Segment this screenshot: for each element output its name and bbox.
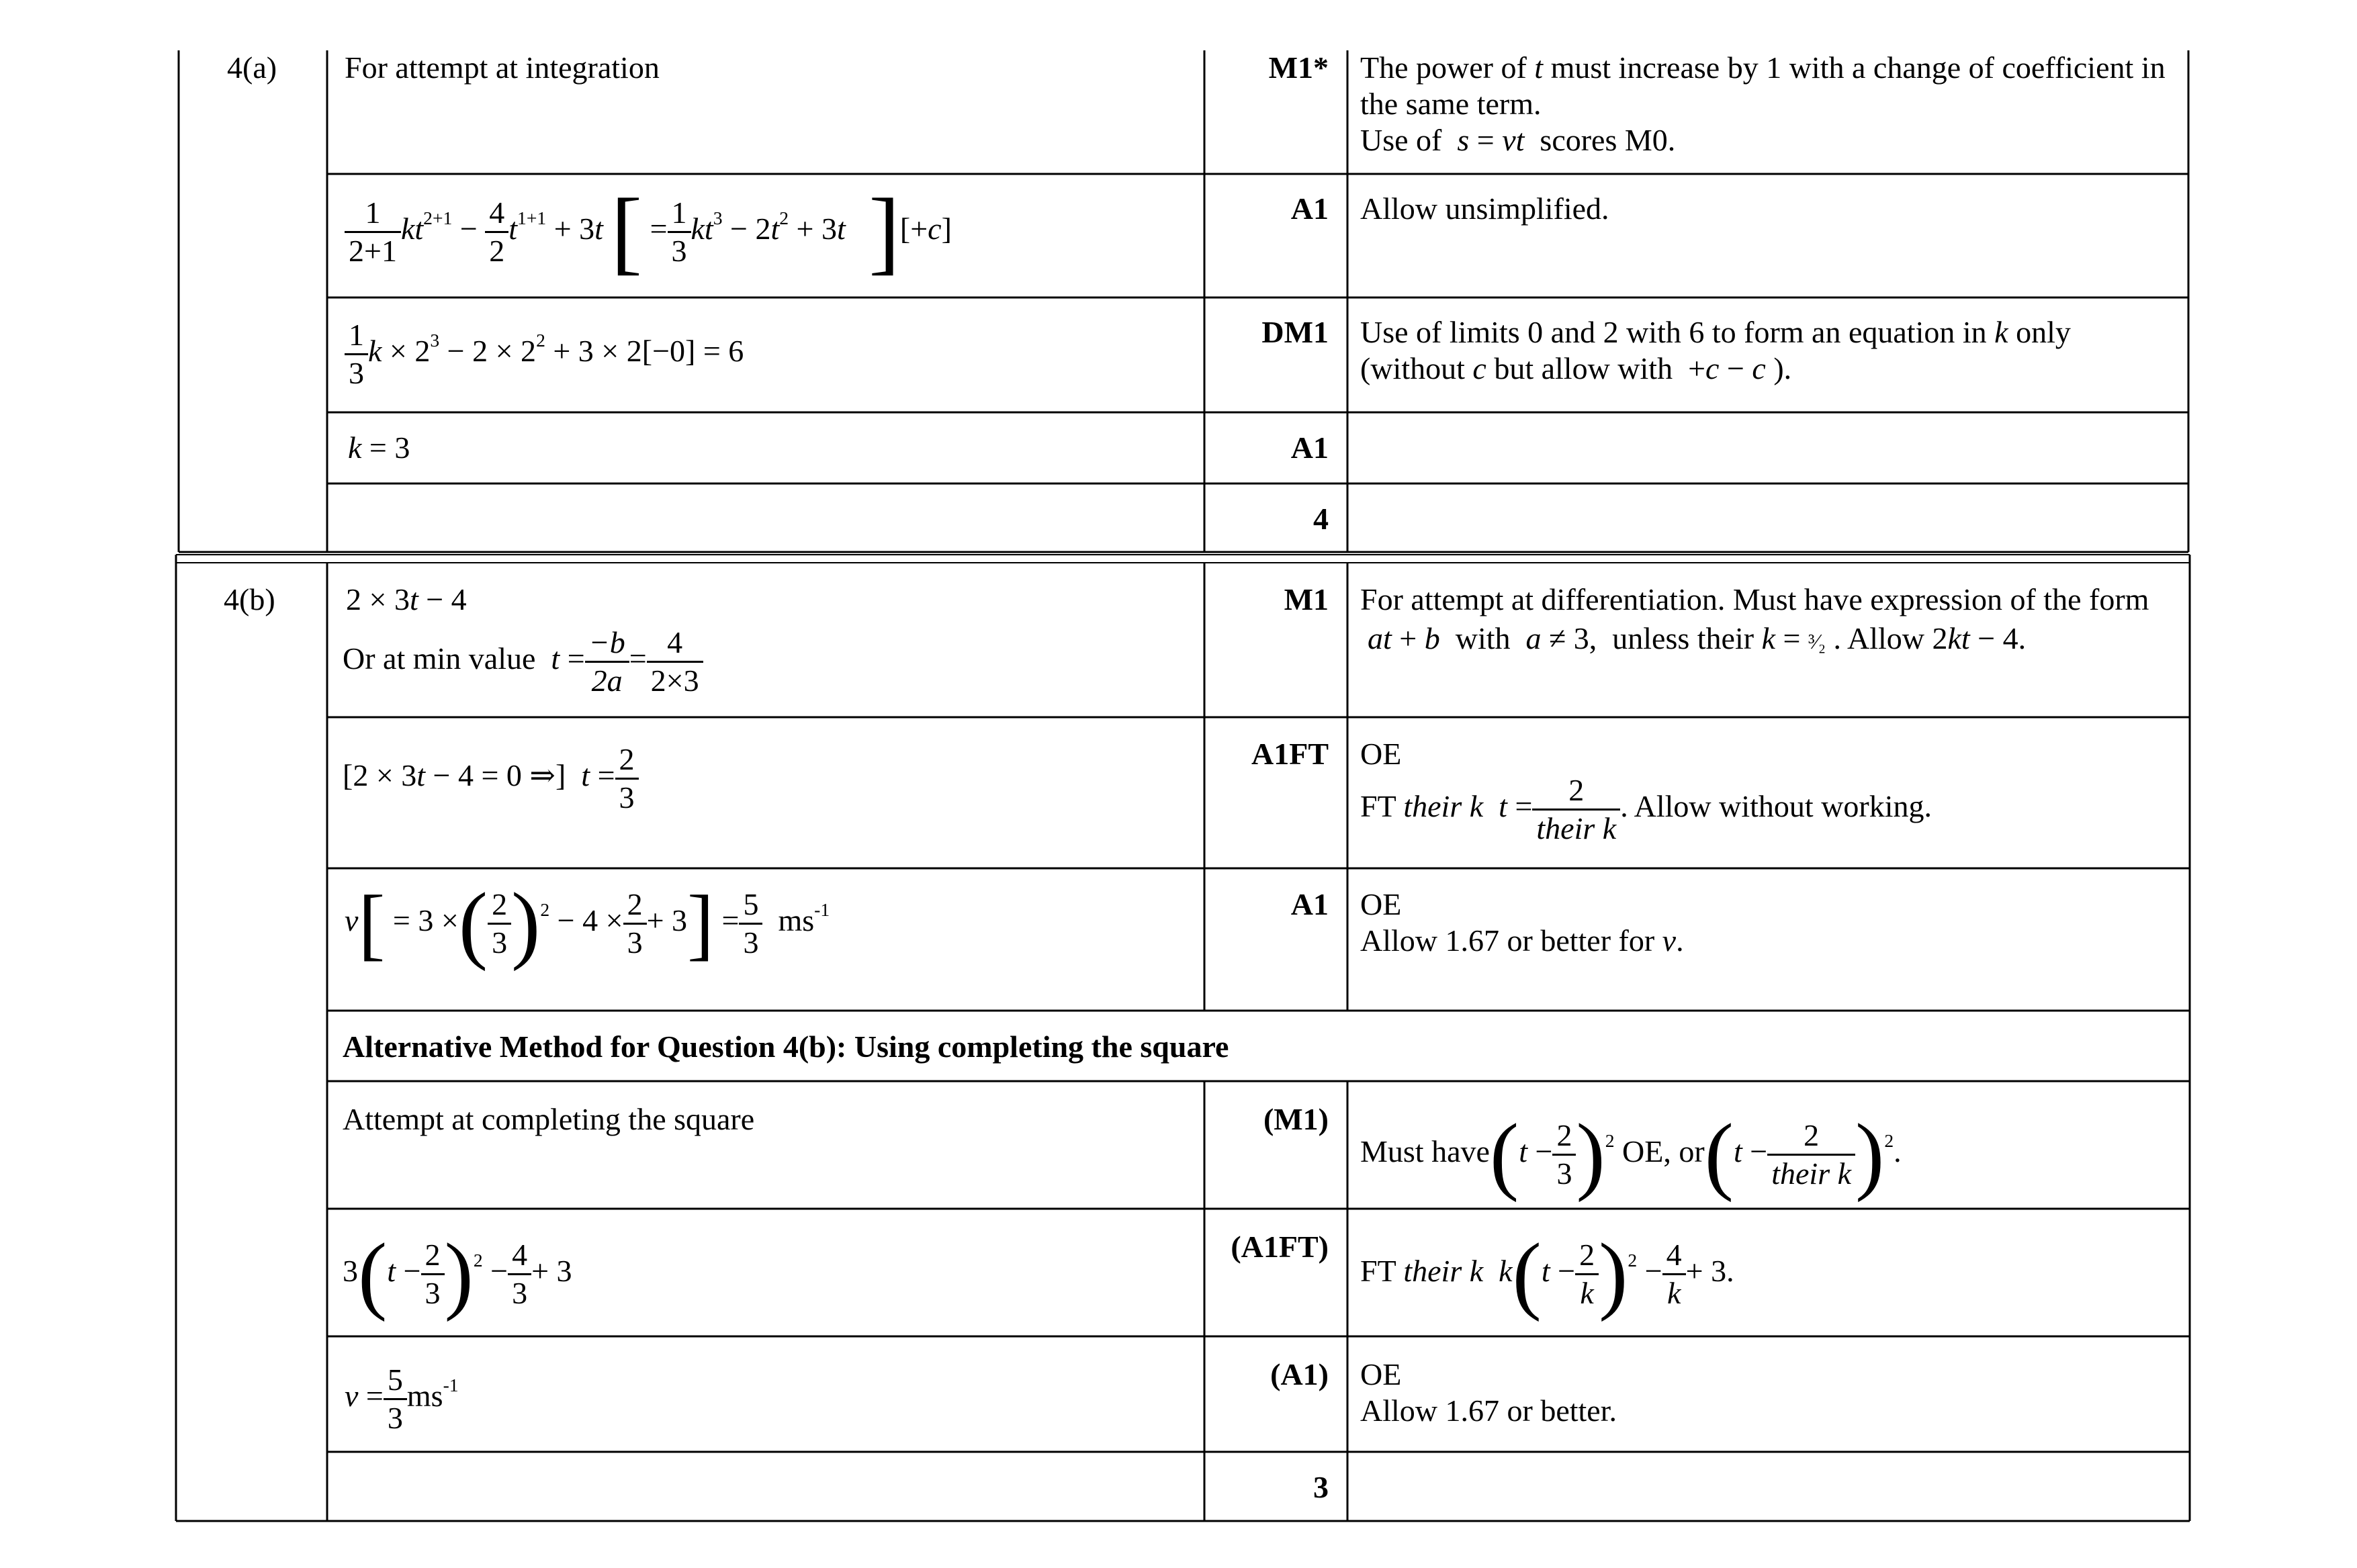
mark-cell: M1*: [1268, 50, 1329, 85]
mark-cell: A1: [1290, 430, 1329, 465]
answer-cell: For attempt at integration: [345, 50, 660, 85]
mark-cell: M1: [1284, 582, 1329, 616]
guidance-line: the same term.: [1360, 87, 1542, 121]
math-expression: [2 × 3t − 4 = 0 ⇒] t = $\frac{2}{3}$: [343, 741, 639, 816]
answer-cell: Attempt at completing the square: [343, 1102, 755, 1136]
fraction: $\frac{4}{2}$: [485, 195, 508, 269]
alternative-method-heading: Alternative Method for Question 4(b): Using completing the square: [343, 1029, 1229, 1064]
fraction: $\frac{2}{\text{their k}}$: [1767, 1117, 1855, 1192]
question-label: 4(a): [227, 50, 277, 85]
answer-line: 2 × 3t − 4: [346, 582, 467, 616]
guidance-cell: Allow unsimplified.: [1360, 191, 1609, 226]
guidance-line: OE: [1360, 1357, 1402, 1391]
fraction: $\frac{5}{3}$: [739, 886, 762, 961]
fraction: $\frac{2}{\text{their k}}$: [1532, 772, 1620, 847]
mark-cell: (A1FT): [1231, 1230, 1329, 1264]
fraction: $\frac{4}{2\times 3}$: [647, 625, 703, 699]
answer-cell: k = 3: [348, 430, 410, 465]
fraction: $\frac{1}{2+1}$: [345, 195, 401, 269]
math-expression: v[ = 3 ×( $\frac{2}{3}$ )$^2$ − 4 × $\frac{2}{3}$ + 3] = $\frac{5}{3}$ $ms^{-1}$: [345, 875, 830, 972]
fraction: $\frac{2}{3}$: [615, 741, 639, 816]
fraction: $\frac{2}{k}$: [1575, 1237, 1599, 1311]
fraction: $\frac{4}{k}$: [1662, 1237, 1686, 1311]
mark-cell: A1: [1290, 887, 1329, 921]
math-expression: $\frac{1}{2+1}$ $kt^{2+1}$ − $\frac{4}{2}$ $t^{1+1} + 3t$ [ = $\frac{1}{3}$ $kt^3 - 2t^2 + 3t$ ][+c]: [345, 195, 952, 269]
math-expression: v = $\frac{5}{3}$ $ms^{-1}$: [345, 1363, 459, 1435]
guidance-cell: The power of t must increase by 1 with a change of coefficient in: [1360, 50, 2166, 85]
mark-cell: (A1): [1270, 1357, 1329, 1391]
mark-cell: A1: [1290, 191, 1329, 226]
total-marks: 3: [1313, 1470, 1329, 1504]
guidance-line: Allow 1.67 or better.: [1360, 1393, 1617, 1428]
fraction: $\frac{4}{3}$: [508, 1237, 531, 1311]
math-expression: $\frac{1}{3}$ $k \times 2^3 - 2 \times 2^2 + 3 \times 2[-0] = 6$: [345, 317, 744, 391]
fraction: $\frac{1}{3}$: [345, 317, 368, 391]
fraction: $\frac{-b}{2a}$: [585, 625, 629, 699]
answer-line: Or at min value t = $\frac{-b}{2a}$ = $\frac{4}{2\times 3}$: [343, 625, 703, 699]
mark-cell: A1FT: [1251, 737, 1329, 771]
guidance-cell: FT their k k(t − $\frac{2}{k}$ )$^2$ − $\frac{4}{k}$ + 3.: [1360, 1226, 1734, 1323]
mark-cell: DM1: [1261, 315, 1329, 349]
fraction: $\frac{5}{3}$: [384, 1362, 407, 1436]
guidance-line: Use of limits 0 and 2 with 6 to form an equation in k only: [1360, 315, 2071, 349]
fraction: $\frac{1}{3}$: [668, 195, 691, 269]
fraction: $\frac{2}{3}$: [488, 886, 511, 961]
guidance-line: at + b with a ≠ 3, unless their k = ³⁄₂ . Allow 2kt − 4.: [1368, 621, 2027, 655]
guidance-line: Allow 1.67 or better for v.: [1360, 923, 1684, 958]
guidance-line: Use of s = vt scores M0.: [1360, 123, 1676, 157]
guidance-line: FT their k t = $\frac{2}{\text{their k}}$ . Allow without working.: [1360, 773, 1932, 845]
guidance-line: (without c but allow with +c − c ).: [1360, 351, 1792, 385]
guidance-line: OE: [1360, 737, 1402, 771]
fraction: $\frac{2}{3}$: [623, 886, 647, 961]
total-marks: 4: [1313, 502, 1329, 536]
guidance-cell: Must have(t − $\frac{2}{3}$ )$^2$ OE, or(t − $\frac{2}{\text{their k}}$ )$^2$.: [1360, 1106, 1902, 1203]
guidance-line: For attempt at differentiation. Must have expression of the form: [1360, 582, 2149, 616]
mark-cell: (M1): [1263, 1102, 1329, 1136]
guidance-line: OE: [1360, 887, 1402, 921]
fraction: $\frac{2}{3}$: [421, 1237, 445, 1311]
math-expression: 3(t − $\frac{2}{3}$ )$^2$ − $\frac{4}{3}$ + 3: [343, 1226, 572, 1323]
question-label: 4(b): [224, 582, 275, 616]
math-t: t: [1534, 50, 1544, 85]
fraction: $\frac{2}{3}$: [1552, 1117, 1576, 1192]
